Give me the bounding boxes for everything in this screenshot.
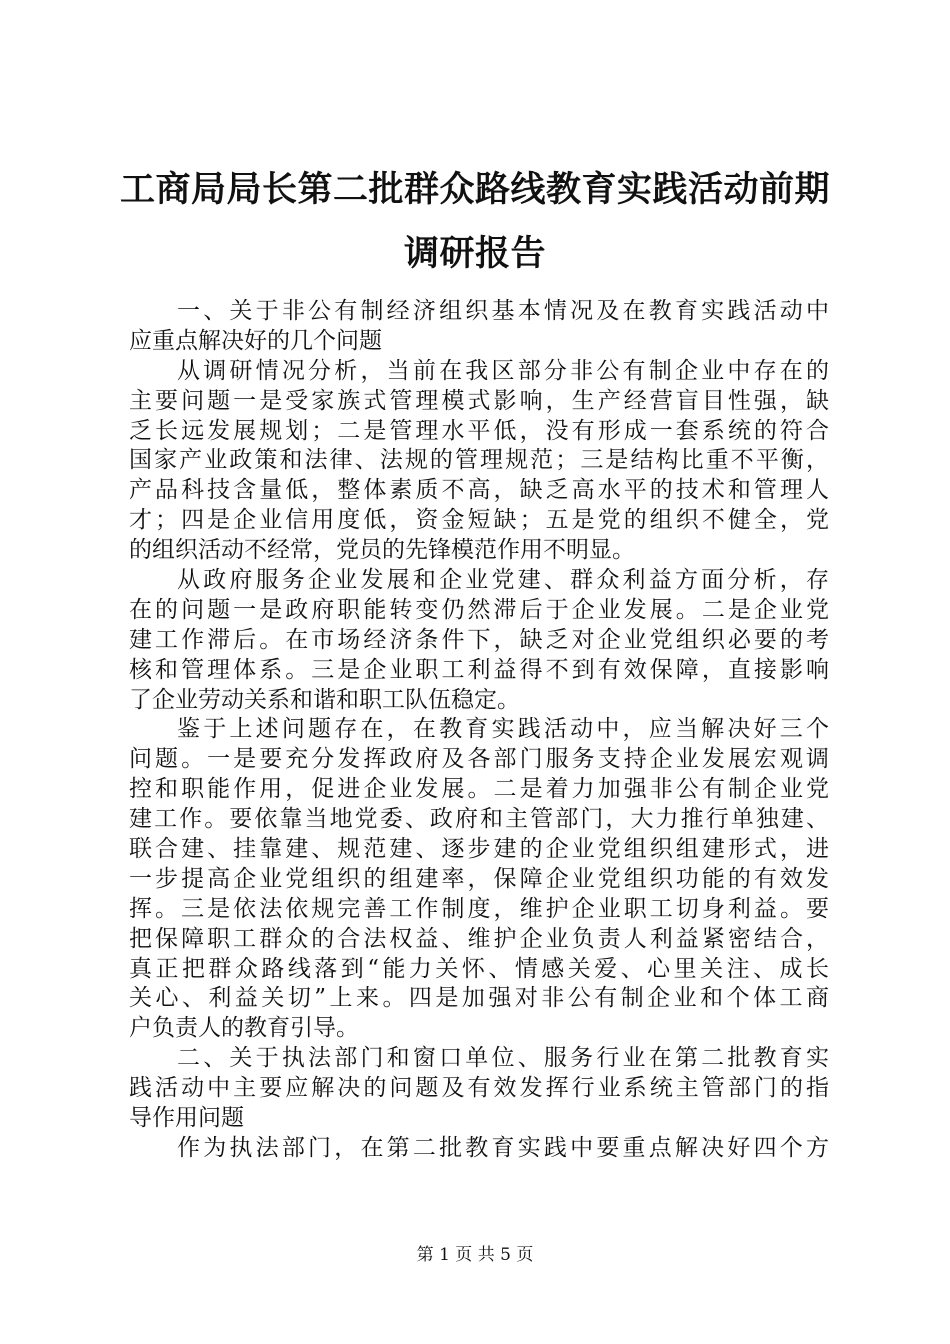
body-line: 了企业劳动关系和谐和职工队伍稳定。 [129,686,520,713]
body-line: 的组织活动不经常，党员的先锋模范作用不明显。 [129,537,635,564]
body-line: 国家产业政策和法律、法规的管理规范；三是结构比重不平衡， [129,447,829,474]
body-line: 核和管理体系。三是企业职工利益得不到有效保障，直接影响 [129,656,829,683]
body-line: 建工作。要依靠当地党委、政府和主管部门，大力推行单独建、 [129,806,829,833]
body-line: 控和职能作用，促进企业发展。二是着力加强非公有制企业党 [129,776,829,803]
document-body [129,297,829,1164]
document-title [100,158,850,286]
body-line: 产品科技含量低，整体素质不高，缺乏高水平的技术和管理人 [129,477,829,504]
body-line: 从政府服务企业发展和企业党建、群众利益方面分析，存 [177,567,829,594]
body-line: 主要问题一是受家族式管理模式影响，生产经营盲目性强，缺 [129,387,829,414]
body-line: 一、关于非公有制经济组织基本情况及在教育实践活动中 [177,298,829,324]
body-line: 把保障职工群众的合法权益、维护企业负责人利益紧密结合， [129,925,829,952]
body-line: 在的问题一是政府职能转变仍然滞后于企业发展。二是企业党 [129,596,829,623]
body-line: 导作用问题 [129,1105,244,1132]
body-line: 一步提高企业党组织的组建率，保障企业党组织功能的有效发 [129,865,829,892]
body-line: 鉴于上述问题存在，在教育实践活动中，应当解决好三个 [177,716,829,743]
body-line: 乏长远发展规划；二是管理水平低，没有形成一套系统的符合 [129,417,829,444]
body-line: 二、关于执法部门和窗口单位、服务行业在第二批教育实 [177,1045,829,1072]
body-line: 户负责人的教育引导。 [129,1015,359,1042]
title-line-2: 调研报告 [403,234,546,274]
body-line: 建工作滞后。在市场经济条件下，缺乏对企业党组织必要的考 [129,626,829,653]
body-line: 联合建、挂靠建、规范建、逐步建的企业党组织组建形式，进 [129,836,829,863]
body-line: 关心、利益关切”上来。四是加强对非公有制企业和个体工商 [129,985,829,1012]
body-line: 从调研情况分析，当前在我区部分非公有制企业中存在的 [177,357,829,384]
body-line: 挥。三是依法依规完善工作制度，维护企业职工切身利益。要 [129,895,829,922]
page-footer: 第 1 页 共 5 页 [416,1245,534,1265]
body-line: 应重点解决好的几个问题 [129,327,382,354]
body-line: 作为执法部门，在第二批教育实践中要重点解决好四个方 [177,1134,829,1161]
body-line: 才；四是企业信用度低，资金短缺；五是党的组织不健全，党 [129,507,829,534]
body-line: 真正把群众路线落到“能力关怀、情感关爱、心里关注、成长 [129,955,829,982]
title-line-1: 工商局局长第二批群众路线教育实践活动前期 [119,170,830,210]
body-line: 践活动中主要应解决的问题及有效发挥行业系统主管部门的指 [129,1075,829,1102]
body-line: 问题。一是要充分发挥政府及各部门服务支持企业发展宏观调 [129,746,829,773]
